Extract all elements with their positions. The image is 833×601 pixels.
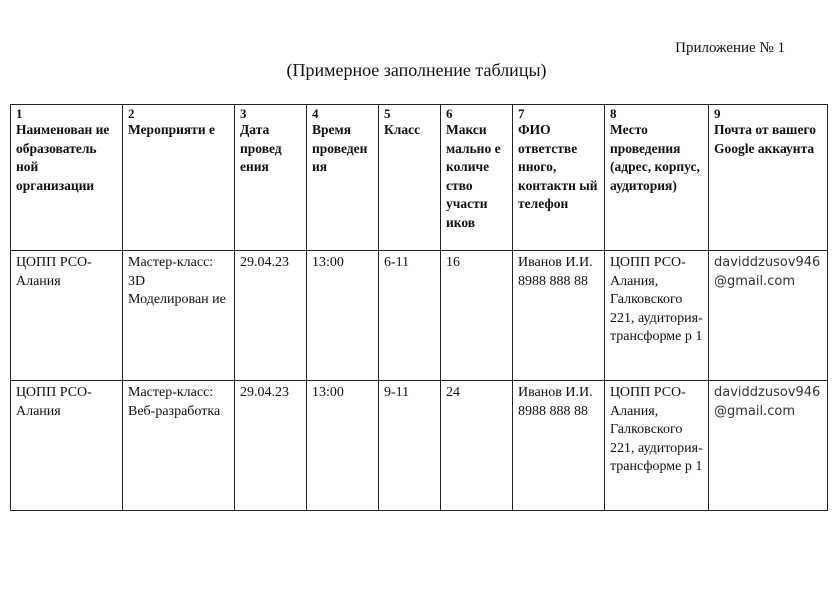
header-event: Мероприяти е [123, 121, 235, 251]
cell-grade: 9-11 [379, 381, 441, 511]
cell-email: daviddzusov946 @gmail.com [709, 251, 828, 381]
cell-date: 29.04.23 [235, 251, 307, 381]
appendix-label: Приложение № 1 [675, 40, 785, 56]
column-number: 1 [11, 105, 123, 122]
cell-event: Мастер-класс: 3D Моделирован ие [123, 251, 235, 381]
column-number: 6 [441, 105, 513, 122]
header-organization: Наименован ие образователь ной организации [11, 121, 123, 251]
column-number: 7 [513, 105, 605, 122]
cell-grade: 6-11 [379, 251, 441, 381]
column-number: 9 [709, 105, 828, 122]
cell-location: ЦОПП РСО-Алания, Галковского 221, аудитория-трансформе р 1 [605, 251, 709, 381]
cell-location: ЦОПП РСО-Алания, Галковского 221, аудитория-трансформе р 1 [605, 381, 709, 511]
cell-email: daviddzusov946 @gmail.com [709, 381, 828, 511]
cell-max-participants: 16 [441, 251, 513, 381]
table-row [11, 251, 828, 381]
cell-date: 29.04.23 [235, 381, 307, 511]
header-location: Место проведения (адрес, корпус, аудитория) [605, 121, 709, 251]
cell-time: 13:00 [307, 381, 379, 511]
column-number-row [11, 105, 828, 122]
cell-responsible: Иванов И.И. 8988 888 88 [513, 251, 605, 381]
header-time: Время проведения [307, 121, 379, 251]
table-subtitle: (Примерное заполнение таблицы) [286, 60, 547, 80]
column-number: 3 [235, 105, 307, 122]
cell-responsible: Иванов И.И. 8988 888 88 [513, 381, 605, 511]
cell-event: Мастер-класс: Веб-разработка [123, 381, 235, 511]
column-number: 2 [123, 105, 235, 122]
header-email: Почта от вашего Google аккаунта [709, 121, 828, 251]
column-number: 4 [307, 105, 379, 122]
events-table [10, 104, 828, 511]
header-responsible: ФИО ответстве нного, контактн ый телефон [513, 121, 605, 251]
column-number: 5 [379, 105, 441, 122]
cell-max-participants: 24 [441, 381, 513, 511]
table-row [11, 381, 828, 511]
header-max-participants: Макси мально е количе ство участн иков [441, 121, 513, 251]
header-row [11, 121, 828, 251]
cell-organization: ЦОПП РСО-Алания [11, 251, 123, 381]
header-grade: Класс [379, 121, 441, 251]
cell-organization: ЦОПП РСО-Алания [11, 381, 123, 511]
column-number: 8 [605, 105, 709, 122]
cell-time: 13:00 [307, 251, 379, 381]
header-date: Дата провед ения [235, 121, 307, 251]
